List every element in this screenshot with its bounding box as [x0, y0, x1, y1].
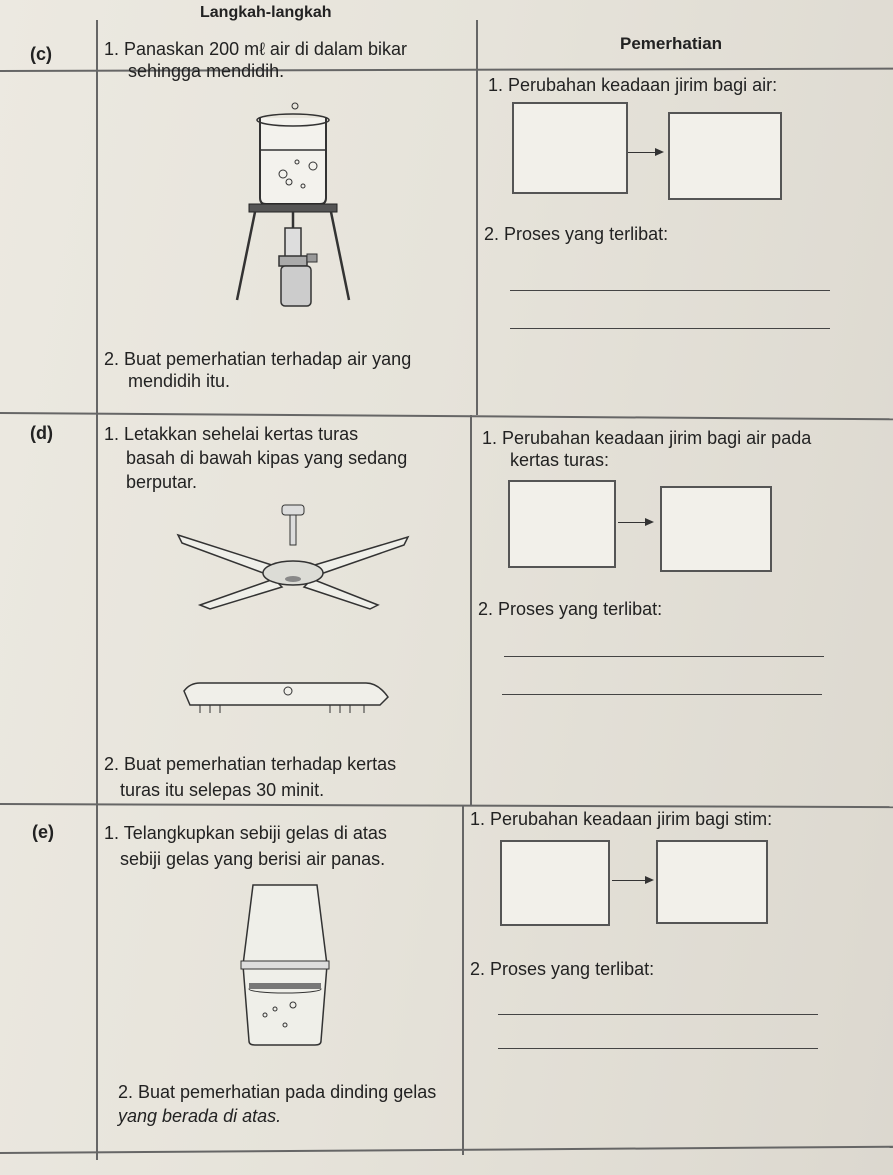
- filter-paper-illustration: [180, 683, 390, 723]
- section-c-step1-line1: 1. Panaskan 200 mℓ air di dalam bikar: [104, 39, 407, 59]
- column-divider-label: [96, 20, 98, 1160]
- section-d-final-state-box[interactable]: [660, 486, 772, 572]
- section-c-step2-line1: 2. Buat pemerhatian terhadap air yang: [104, 349, 412, 369]
- section-c-final-state-box[interactable]: [668, 112, 782, 200]
- section-d-step1-line1: 1. Letakkan sehelai kertas turas: [104, 424, 359, 444]
- section-e-step1-line1: 1. Telangkupkan sebiji gelas di atas: [104, 823, 387, 843]
- section-label-e: (e): [32, 822, 54, 842]
- section-e-step2-line2: yang berada di atas.: [118, 1106, 282, 1126]
- section-d-answer-line-2[interactable]: [502, 694, 822, 695]
- section-e-initial-state-box[interactable]: [500, 840, 610, 926]
- section-d-initial-state-box[interactable]: [508, 480, 616, 568]
- section-d-step2-line1: 2. Buat pemerhatian terhadap kertas: [104, 754, 397, 774]
- section-c-arrow-icon: [628, 152, 662, 153]
- section-e-step1-line2: sebiji gelas yang berisi air panas.: [120, 849, 386, 869]
- section-d-step1-line2: basah di bawah kipas yang sedang: [126, 448, 408, 468]
- section-d-step2-line2: turas itu selepas 30 minit.: [120, 780, 325, 800]
- section-e-answer-line-2[interactable]: [498, 1048, 818, 1049]
- section-e-observation2: 2. Proses yang terlibat:: [470, 959, 655, 979]
- column-divider-d: [470, 415, 472, 805]
- section-c-step1-line2: sehingga mendidih.: [128, 61, 285, 81]
- section-label-d: (d): [30, 423, 53, 443]
- section-e-arrow-icon: [612, 880, 652, 881]
- section-c-observation1: 1. Perubahan keadaan jirim bagi air:: [488, 75, 778, 95]
- activity-column-header: Langkah-langkah: [200, 4, 332, 21]
- section-e-step2-line1: 2. Buat pemerhatian pada dinding gelas: [118, 1082, 437, 1102]
- inverted-glass-illustration: [235, 885, 335, 1045]
- section-e-final-state-box[interactable]: [656, 840, 768, 924]
- row-divider-bottom: [0, 1146, 893, 1154]
- section-d-answer-line-1[interactable]: [504, 656, 824, 657]
- section-d-observation1-line2: kertas turas:: [510, 450, 610, 470]
- column-divider-c: [476, 20, 478, 415]
- ceiling-fan-illustration: [178, 505, 408, 610]
- column-divider-e: [462, 805, 464, 1155]
- section-d-observation2: 2. Proses yang terlibat:: [478, 599, 663, 619]
- section-c-step2-line2: mendidih itu.: [128, 371, 231, 391]
- beaker-on-tripod-illustration: [225, 100, 360, 315]
- section-d-observation1-line1: 1. Perubahan keadaan jirim bagi air pada: [482, 428, 812, 448]
- section-d-arrow-icon: [618, 522, 652, 523]
- section-c-observation2: 2. Proses yang terlibat:: [484, 224, 669, 244]
- section-label-c: (c): [30, 44, 52, 64]
- section-e-observation1: 1. Perubahan keadaan jirim bagi stim:: [470, 809, 773, 829]
- observation-column-header: Pemerhatian: [620, 34, 723, 53]
- row-divider-c-d: [0, 412, 893, 420]
- section-c-answer-line-2[interactable]: [510, 328, 830, 329]
- section-e-answer-line-1[interactable]: [498, 1014, 818, 1015]
- section-c-answer-line-1[interactable]: [510, 290, 830, 291]
- section-d-step1-line3: berputar.: [126, 472, 198, 492]
- section-c-initial-state-box[interactable]: [512, 102, 628, 194]
